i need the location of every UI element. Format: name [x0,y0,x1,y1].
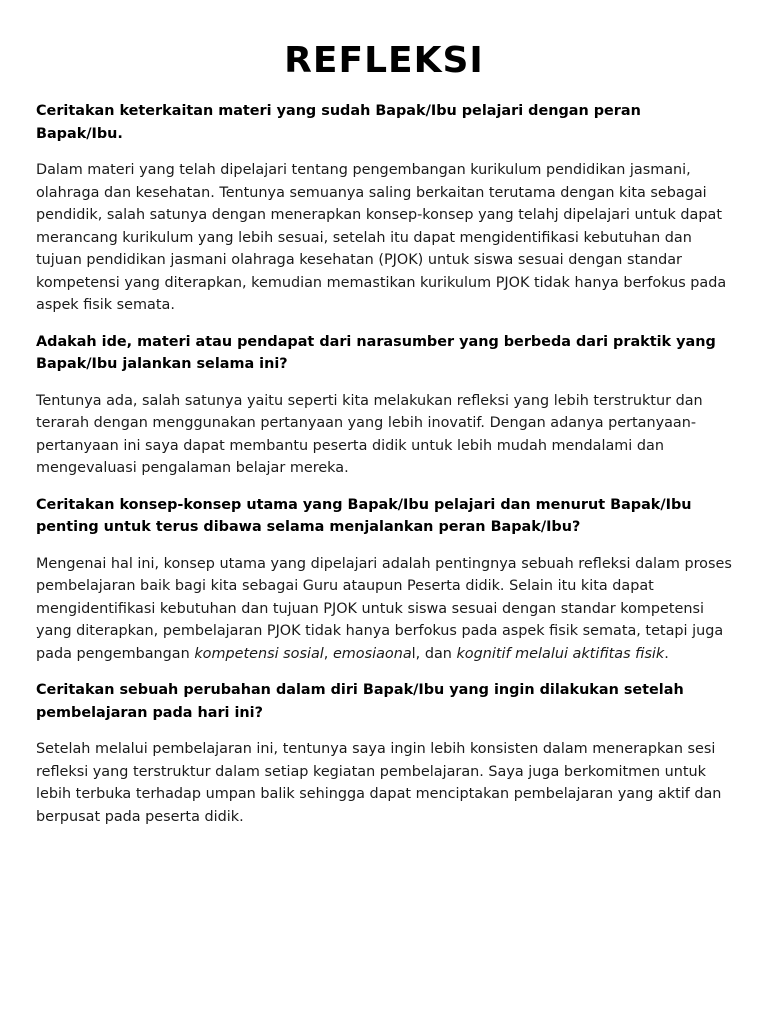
question-2: Adakah ide, materi atau pendapat dari narasumber yang berbeda dari praktik yang Bapak/Ibu jalankan selama ini? [36,333,716,372]
page-title: REFLEKSI [284,40,484,81]
reflection-section-4 [36,679,732,828]
answer-3-italic-2: emosiaona [332,645,412,662]
answer-1: Dalam materi yang telah dipelajari tentang pengembangan kurikulum pendidikan jasmani, olahraga dan kesehatan. Tentunya semuanya saling berkaitan terutama dengan kita sebagai pendidik, salah satunya dengan menerapkan konsep-konsep yang telahj dipelajari untuk dapat merancang kurikulum yang lebih sesuai, setelah itu dapat mengidentifikasi kebutuhan dan tujuan pendidikan jasmani olahraga kesehatan (PJOK) untuk siswa sesuai dengan standar kompetensi yang diterapkan, kemudian memastikan kurikulum PJOK tidak hanya berfokus pada aspek fisik semata. [36,162,727,313]
answer-3-italic-3: kognitif melalui aktifitas fisik [456,645,665,662]
question-1: Ceritakan keterkaitan materi yang sudah Bapak/Ibu pelajari dengan peran Bapak/Ibu. [36,103,641,142]
question-4: Ceritakan sebuah perubahan dalam diri Bapak/Ibu yang ingin dilakukan setelah pembelajaran pada hari ini? [36,682,684,721]
answer-4: Setelah melalui pembelajaran ini, tentunya saya ingin lebih konsisten dalam menerapkan sesi refleksi yang terstruktur dalam setiap kegiatan pembelajaran. Saya juga berkomitmen untuk lebih terbuka terhadap umpan balik sehingga dapat menciptakan pembelajaran yang aktif dan berpusat pada peserta didik. [36,741,722,825]
answer-3-text-2: , [323,645,333,662]
answer-3-italic-1: kompetensi sosial [194,645,324,662]
answer-3 [36,553,732,666]
reflection-section-3 [36,494,732,666]
question-3: Ceritakan konsep-konsep utama yang Bapak/Ibu pelajari dan menurut Bapak/Ibu penting untuk terus dibawa selama menjalankan peran Bapak/Ibu? [36,496,692,535]
answer-3-text-3: l, dan [411,645,457,662]
reflection-section-1 [36,100,732,317]
answer-3-text-4: . [664,645,669,662]
answer-3-text-1: Mengenai hal ini, konsep utama yang dipelajari adalah pentingnya sebuah refleksi dalam proses pembelajaran baik bagi kita sebagai Guru ataupun Peserta didik. Selain itu kita dapat mengidentifikasi kebutuhan dan tujuan PJOK untuk siswa sesuai dengan standar kompetensi yang diterapkan, pembelajaran PJOK tidak hanya berfokus pada aspek fisik semata, tetapi juga pada pengembangan [36,555,732,662]
reflection-section-2 [36,331,732,480]
answer-2: Tentunya ada, salah satunya yaitu seperti kita melakukan refleksi yang lebih terstruktur dan terarah dengan menggunakan pertanyaan yang lebih inovatif. Dengan adanya pertanyaan-pertanyaan ini saya dapat membantu peserta didik untuk lebih mudah mendalami dan mengevaluasi pengalaman belajar mereka. [36,392,703,476]
